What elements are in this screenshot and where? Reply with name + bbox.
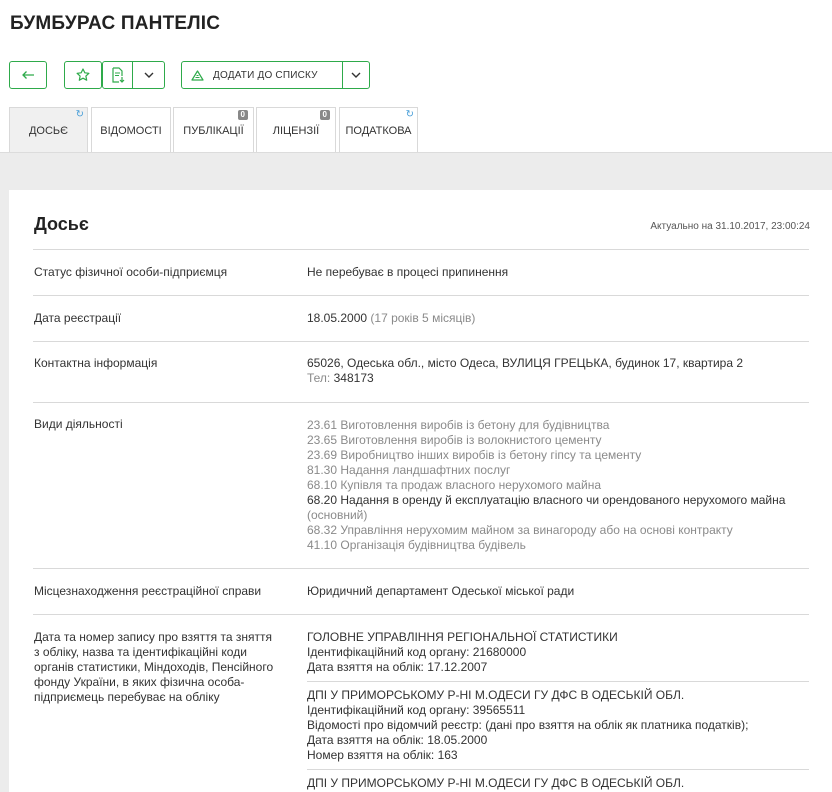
authority-detail: Дата взяття на облік: 17.12.2007 <box>307 660 488 674</box>
location-label: Місцезнаходження реєстраційної справи <box>34 584 262 598</box>
refresh-icon: ↻ <box>405 109 414 120</box>
status-value: Не перебуває в процесі припинення <box>307 265 509 279</box>
tab-label: ЛІЦЕНЗІЇ <box>272 124 320 137</box>
reg-date-duration: (17 років 5 місяців) <box>370 311 476 325</box>
row-activities <box>33 402 809 568</box>
chevron-down-icon <box>351 72 361 78</box>
activity-item: 23.61 Виготовлення виробів із бетону для будівництва <box>307 418 610 432</box>
registration-block <box>307 681 809 769</box>
reg-date-value <box>307 311 475 326</box>
contact-value <box>307 356 743 386</box>
tab-label: ПОДАТКОВА <box>345 124 412 137</box>
tab-label: ДОСЬЄ <box>28 124 69 137</box>
registration-block <box>307 630 809 681</box>
activity-item-primary: 68.20 Надання в оренду й експлуатацію власного чи орендованого нерухомого майна <box>307 493 786 507</box>
document-download-icon <box>111 67 125 83</box>
activity-item: 68.10 Купівля та продаж власного нерухомого майна <box>307 478 601 492</box>
activity-item: 41.10 Організація будівництва будівель <box>307 538 526 552</box>
row-reg-date <box>33 295 809 341</box>
count-badge: 0 <box>238 110 248 120</box>
authority-detail: Відомості про відомчий реєстр: (дані про взяття на облік як платника податків); <box>307 718 749 732</box>
tab-licenses[interactable] <box>256 107 336 153</box>
authority-detail: Ідентифікаційний код органу: 21680000 <box>307 645 527 659</box>
list-triangle-icon <box>191 70 204 81</box>
activity-item: 68.32 Управління нерухомим майном за винагороду або на основі контракту <box>307 523 733 537</box>
phone-label: Тел: <box>307 371 331 385</box>
row-contact <box>33 341 809 402</box>
row-location <box>33 568 809 614</box>
registration-label-line: підприємець перебуває на обліку <box>34 690 220 704</box>
location-value: Юридичний департамент Одеської міської ради <box>307 584 575 598</box>
add-to-list-button[interactable] <box>181 61 343 89</box>
registration-label-line: з обліку, назва та ідентифікаційні коди <box>34 645 247 659</box>
status-label: Статус фізичної особи-підприємця <box>34 265 228 279</box>
row-registration <box>33 614 809 792</box>
activity-primary-note: (основний) <box>307 508 368 522</box>
authority-detail: Дата взяття на облік: 18.05.2000 <box>307 733 488 747</box>
phone <box>307 371 743 386</box>
authority-detail: Номер взяття на облік: 163 <box>307 748 458 762</box>
arrow-left-icon <box>21 70 35 80</box>
registration-block <box>307 769 809 791</box>
star-icon <box>76 68 90 82</box>
actual-timestamp: Актуально на 31.10.2017, 23:00:24 <box>650 221 810 232</box>
registration-label <box>34 630 273 705</box>
refresh-icon: ↻ <box>75 109 84 120</box>
authority-name: ДПІ У ПРИМОРСЬКОМУ Р-НІ М.ОДЕСИ ГУ ДФС В ОДЕСЬКІЙ ОБЛ. <box>307 688 685 702</box>
authority-detail: Ідентифікаційний код органу: 39565511 <box>307 703 526 717</box>
count-badge: 0 <box>320 110 330 120</box>
favorite-button[interactable] <box>64 61 102 89</box>
toolbar <box>0 61 832 89</box>
export-dropdown-button[interactable] <box>132 61 165 89</box>
export-document-button[interactable] <box>102 61 133 89</box>
phone-number: 348173 <box>333 371 374 385</box>
page-title: БУМБУРАС ПАНТЕЛІС <box>10 13 221 34</box>
activity-item: 81.30 Надання ландшафтних послуг <box>307 463 511 477</box>
tab-bar <box>0 107 832 153</box>
tab-label: ПУБЛІКАЦІЇ <box>183 124 244 137</box>
tab-publications[interactable] <box>173 107 254 153</box>
tab-label: ВІДОМОСТІ <box>100 124 162 137</box>
activities-label: Види діяльності <box>34 417 123 431</box>
authority-name: ДПІ У ПРИМОРСЬКОМУ Р-НІ М.ОДЕСИ ГУ ДФС В ОДЕСЬКІЙ ОБЛ. <box>307 776 685 790</box>
registration-label-line: Дата та номер запису про взяття та зняття <box>34 630 272 644</box>
registration-label-line: органів статистики, Міндоходів, Пенсійного <box>34 660 274 674</box>
back-button[interactable] <box>9 61 47 89</box>
registration-blocks <box>307 630 809 791</box>
dossier-panel <box>9 190 832 792</box>
activities-list <box>307 418 785 553</box>
registration-label-line: фонду України, в яких фізична особа- <box>34 675 245 689</box>
section-title: Досьє <box>34 214 89 234</box>
tab-dossier[interactable] <box>9 107 88 153</box>
tab-info[interactable] <box>91 107 171 153</box>
reg-date-label: Дата реєстрації <box>34 311 122 325</box>
row-status <box>33 249 809 295</box>
add-to-list-label: ДОДАТИ ДО СПИСКУ <box>213 69 318 81</box>
add-to-list-dropdown-button[interactable] <box>342 61 370 89</box>
address: 65026, Одеська обл., місто Одеса, ВУЛИЦЯ ГРЕЦЬКА, будинок 17, квартира 2 <box>307 356 744 370</box>
reg-date: 18.05.2000 <box>307 311 368 325</box>
tab-tax[interactable] <box>339 107 418 153</box>
activity-item: 23.69 Виробництво інших виробів із бетону гіпсу та цементу <box>307 448 642 462</box>
contact-label: Контактна інформація <box>34 356 158 370</box>
activity-item: 23.65 Виготовлення виробів із волокнистого цементу <box>307 433 602 447</box>
dossier-table <box>33 249 809 792</box>
authority-name: ГОЛОВНЕ УПРАВЛІННЯ РЕГІОНАЛЬНОЇ СТАТИСТИКИ <box>307 630 618 644</box>
chevron-down-icon <box>144 72 154 78</box>
